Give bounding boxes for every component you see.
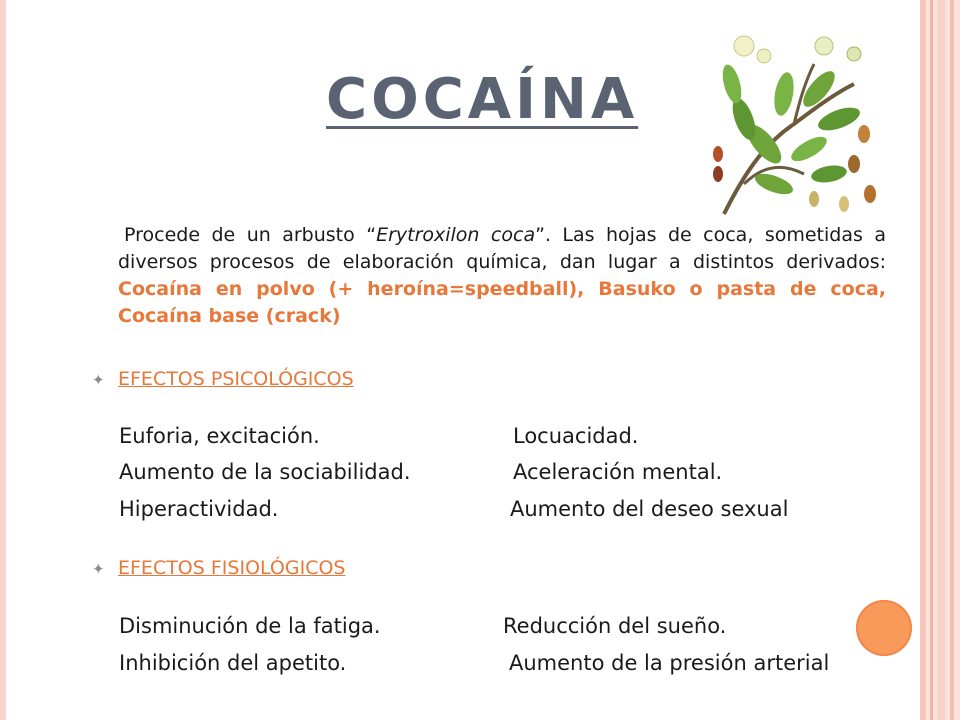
- right-stripes-decoration: [920, 0, 960, 720]
- effect-row: [119, 614, 381, 638]
- effect-right: Aumento de la presión arterial: [509, 651, 830, 675]
- intro-text-2: ”. Las hojas de coca, sometidas a diversos procesos de elaboración química, dan lugar a distintos derivados:: [118, 224, 886, 273]
- stripe: [930, 0, 933, 720]
- effect-left: Euforia, excitación.: [119, 424, 320, 448]
- effect-left: Hiperactividad.: [119, 497, 279, 521]
- effect-row: [119, 460, 411, 484]
- four-point-star-icon: ✦: [92, 560, 105, 578]
- intro-text: Procede de un arbusto “: [124, 224, 377, 246]
- derivatives-highlight: Cocaína en polvo (+ heroína=speedball), Basuko o pasta de coca, Cocaína base (crack): [118, 278, 886, 327]
- effect-right: Locuacidad.: [513, 424, 639, 448]
- section-heading-psicologicos: [92, 368, 452, 398]
- stripe: [920, 0, 926, 720]
- effect-right: Aceleración mental.: [513, 460, 723, 484]
- stripe: [937, 0, 945, 720]
- section-heading-label[interactable]: EFECTOS FISIOLÓGICOS: [118, 557, 346, 579]
- effect-row: [119, 651, 346, 675]
- intro-paragraph: [118, 222, 886, 330]
- effect-left: Inhibición del apetito.: [119, 651, 347, 675]
- effect-row: [119, 424, 320, 448]
- effect-right: Reducción del sueño.: [503, 614, 727, 638]
- species-name: Erytroxilon coca: [376, 224, 536, 246]
- orange-circle-decoration: [856, 600, 912, 656]
- effect-left: Aumento de la sociabilidad.: [119, 460, 411, 484]
- four-point-star-icon: ✦: [92, 371, 105, 389]
- section-heading-fisiologicos: [92, 557, 452, 587]
- stripe: [950, 0, 954, 720]
- effect-left: Disminución de la fatiga.: [119, 614, 381, 638]
- effect-right: Aumento del deseo sexual: [510, 497, 789, 521]
- slide-title: COCAÍNA: [326, 67, 639, 132]
- section-heading-label[interactable]: EFECTOS PSICOLÓGICOS: [118, 368, 354, 390]
- left-border: [0, 0, 6, 720]
- effect-row: [119, 497, 278, 521]
- coca-plant-illustration: [704, 24, 888, 220]
